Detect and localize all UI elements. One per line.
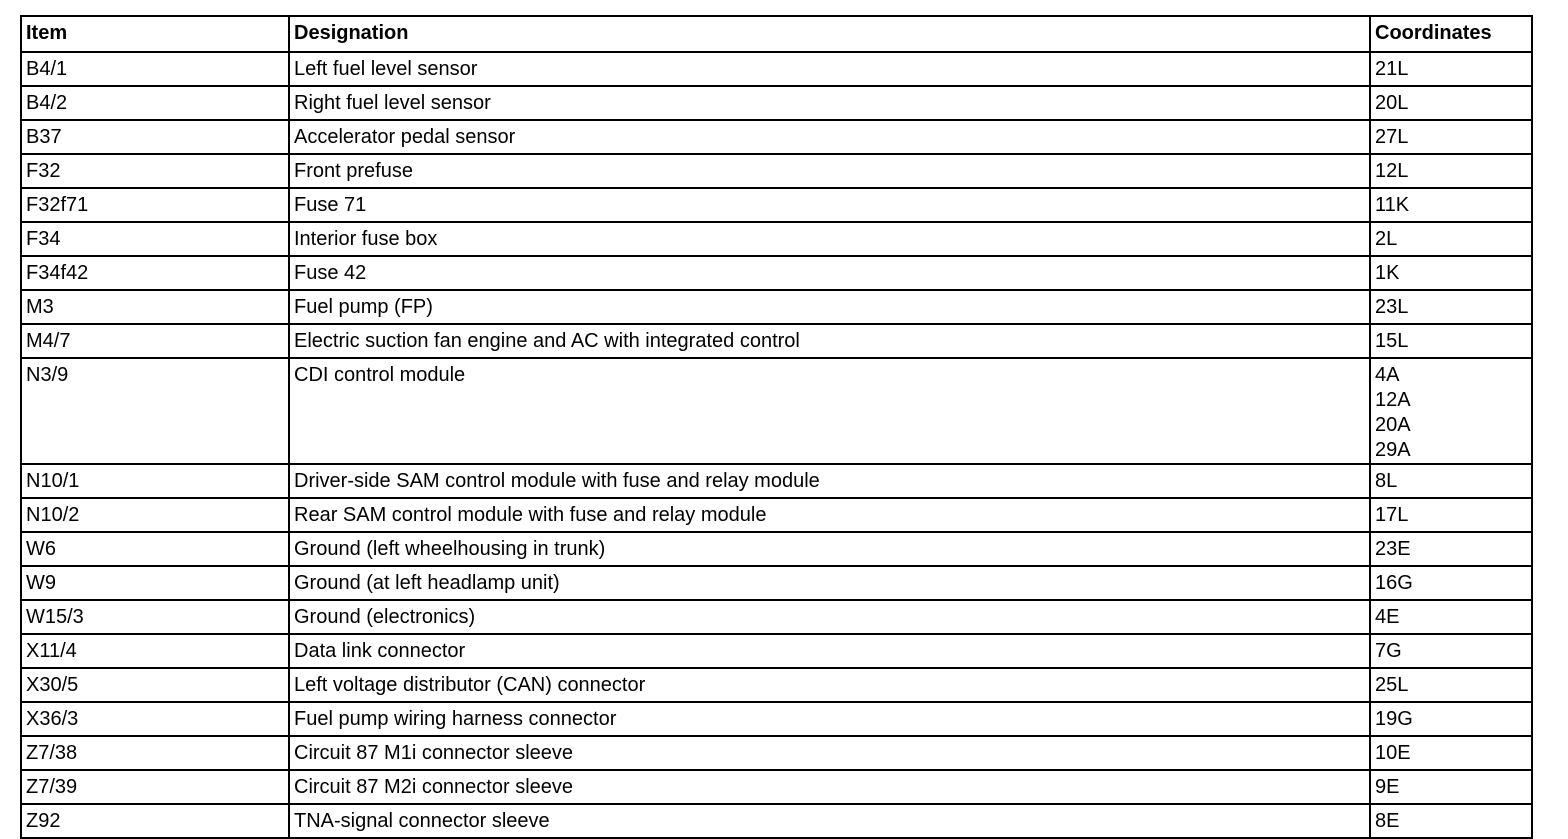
cell-item: B4/2 (21, 86, 289, 120)
coordinate-value: 15L (1375, 330, 1409, 352)
table-row (21, 498, 1532, 532)
cell-item: W6 (21, 532, 289, 566)
coordinate-value: 17L (1375, 504, 1409, 526)
cell-coordinates (1370, 154, 1532, 188)
table-row (21, 154, 1532, 188)
cell-item: B4/1 (21, 52, 289, 86)
cell-designation: Electric suction fan engine and AC with integrated control (289, 324, 1370, 358)
coordinate-value: 11K (1375, 194, 1410, 216)
table-row (21, 532, 1532, 566)
table-row (21, 358, 1532, 464)
table-row (21, 120, 1532, 154)
table-row (21, 770, 1532, 804)
cell-coordinates (1370, 532, 1532, 566)
header-item: Item (21, 16, 289, 52)
coordinate-value: 12A (1375, 389, 1411, 411)
table-row (21, 188, 1532, 222)
cell-designation: Circuit 87 M2i connector sleeve (289, 770, 1370, 804)
cell-designation: Front prefuse (289, 154, 1370, 188)
coordinate-value: 16G (1375, 572, 1413, 594)
cell-coordinates (1370, 256, 1532, 290)
cell-item: X30/5 (21, 668, 289, 702)
cell-item: W15/3 (21, 600, 289, 634)
cell-item: B37 (21, 120, 289, 154)
cell-designation: Left voltage distributor (CAN) connector (289, 668, 1370, 702)
coordinate-value: 21L (1375, 58, 1409, 80)
cell-item: N10/2 (21, 498, 289, 532)
cell-coordinates (1370, 634, 1532, 668)
cell-coordinates (1370, 290, 1532, 324)
cell-designation: TNA-signal connector sleeve (289, 804, 1370, 838)
cell-coordinates (1370, 770, 1532, 804)
cell-designation: Fuel pump wiring harness connector (289, 702, 1370, 736)
cell-designation: Fuse 71 (289, 188, 1370, 222)
coordinate-value: 8L (1375, 470, 1398, 492)
cell-coordinates (1370, 668, 1532, 702)
cell-coordinates (1370, 86, 1532, 120)
coordinate-value: 9E (1375, 776, 1400, 798)
table-row (21, 464, 1532, 498)
cell-coordinates (1370, 52, 1532, 86)
cell-item: F32f71 (21, 188, 289, 222)
cell-item: X36/3 (21, 702, 289, 736)
coordinate-value: 4E (1375, 606, 1400, 628)
coordinate-value: 8E (1375, 810, 1400, 832)
cell-coordinates (1370, 358, 1532, 464)
cell-designation: Circuit 87 M1i connector sleeve (289, 736, 1370, 770)
cell-coordinates (1370, 188, 1532, 222)
coordinate-value: 4A (1375, 364, 1400, 386)
cell-item: N3/9 (21, 358, 289, 464)
coordinate-value: 2L (1375, 228, 1398, 250)
cell-designation: Ground (electronics) (289, 600, 1370, 634)
table-row (21, 634, 1532, 668)
cell-designation: Ground (at left headlamp unit) (289, 566, 1370, 600)
component-legend-table (20, 15, 1533, 839)
table-row (21, 736, 1532, 770)
cell-item: Z7/39 (21, 770, 289, 804)
cell-item: F32 (21, 154, 289, 188)
coordinate-value: 19G (1375, 708, 1413, 730)
cell-designation: Interior fuse box (289, 222, 1370, 256)
cell-item: M3 (21, 290, 289, 324)
table-row (21, 668, 1532, 702)
cell-item: W9 (21, 566, 289, 600)
coordinate-value: 20L (1375, 92, 1409, 114)
coordinate-value: 12L (1375, 160, 1409, 182)
cell-designation: Ground (left wheelhousing in trunk) (289, 532, 1370, 566)
cell-coordinates (1370, 702, 1532, 736)
coordinate-value: 29A (1375, 439, 1411, 461)
table-body (21, 52, 1532, 838)
table-row (21, 222, 1532, 256)
cell-designation: Fuse 42 (289, 256, 1370, 290)
cell-item: Z7/38 (21, 736, 289, 770)
cell-coordinates (1370, 498, 1532, 532)
coordinate-value: 23L (1375, 296, 1409, 318)
cell-coordinates (1370, 736, 1532, 770)
table-row (21, 324, 1532, 358)
coordinate-value: 1K (1375, 262, 1400, 284)
table-row (21, 52, 1532, 86)
header-coordinates: Coordinates (1370, 16, 1532, 52)
table-row (21, 290, 1532, 324)
table-row (21, 566, 1532, 600)
cell-item: N10/1 (21, 464, 289, 498)
cell-coordinates (1370, 566, 1532, 600)
coordinate-value: 23E (1375, 538, 1411, 560)
table-row (21, 256, 1532, 290)
cell-coordinates (1370, 600, 1532, 634)
table-row (21, 702, 1532, 736)
cell-coordinates (1370, 804, 1532, 838)
cell-designation: Driver-side SAM control module with fuse and relay module (289, 464, 1370, 498)
cell-designation: CDI control module (289, 358, 1370, 464)
cell-designation: Left fuel level sensor (289, 52, 1370, 86)
cell-designation: Data link connector (289, 634, 1370, 668)
coordinate-value: 10E (1375, 742, 1411, 764)
cell-designation: Right fuel level sensor (289, 86, 1370, 120)
coordinate-value: 27L (1375, 126, 1409, 148)
cell-coordinates (1370, 222, 1532, 256)
component-legend-sheet (20, 15, 1531, 839)
cell-item: F34f42 (21, 256, 289, 290)
cell-designation: Fuel pump (FP) (289, 290, 1370, 324)
cell-coordinates (1370, 120, 1532, 154)
header-designation: Designation (289, 16, 1370, 52)
cell-item: Z92 (21, 804, 289, 838)
table-header-row (21, 16, 1532, 52)
cell-designation: Rear SAM control module with fuse and relay module (289, 498, 1370, 532)
table-row (21, 86, 1532, 120)
coordinate-value: 7G (1375, 640, 1402, 662)
cell-item: X11/4 (21, 634, 289, 668)
table-row (21, 600, 1532, 634)
cell-coordinates (1370, 324, 1532, 358)
coordinate-value: 20A (1375, 414, 1411, 436)
cell-coordinates (1370, 464, 1532, 498)
table-row (21, 804, 1532, 838)
cell-item: F34 (21, 222, 289, 256)
cell-designation: Accelerator pedal sensor (289, 120, 1370, 154)
cell-item: M4/7 (21, 324, 289, 358)
coordinate-value: 25L (1375, 674, 1409, 696)
